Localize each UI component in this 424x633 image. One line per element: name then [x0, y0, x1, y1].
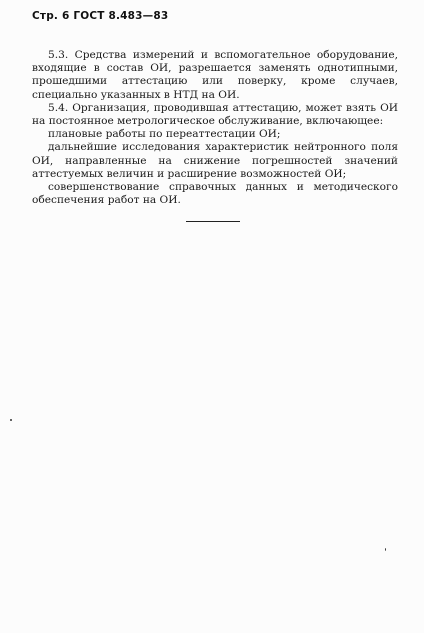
- list-item-research: дальнейшие исследования характеристик нейтронного поля ОИ, направленные на снижение погрешностей значений аттестуемых величин и расширение возможностей ОИ;: [32, 141, 398, 180]
- scan-speck: [385, 548, 386, 551]
- paragraph-5-4: 5.4. Организация, проводившая аттестацию, может взять ОИ на постоянное метрологическое обслуживание, включающее:: [32, 101, 398, 128]
- list-item-reference-data: совершенствование справочных данных и методического обеспечения работ на ОИ.: [32, 181, 398, 207]
- document-body: [32, 49, 398, 207]
- end-divider: [186, 221, 240, 222]
- page-header: Стр. 6 ГОСТ 8.483—83: [32, 10, 169, 22]
- list-item-reattestation: плановые работы по переаттестации ОИ;: [48, 128, 281, 141]
- scan-speck: [10, 419, 12, 421]
- paragraph-5-3: 5.3. Средства измерений и вспомогательное оборудование, входящие в состав ОИ, разрешается заменять однотипными, прошедшими аттестацию или поверку, кроме случаев, специально указанных в НТД на ОИ.: [32, 49, 398, 101]
